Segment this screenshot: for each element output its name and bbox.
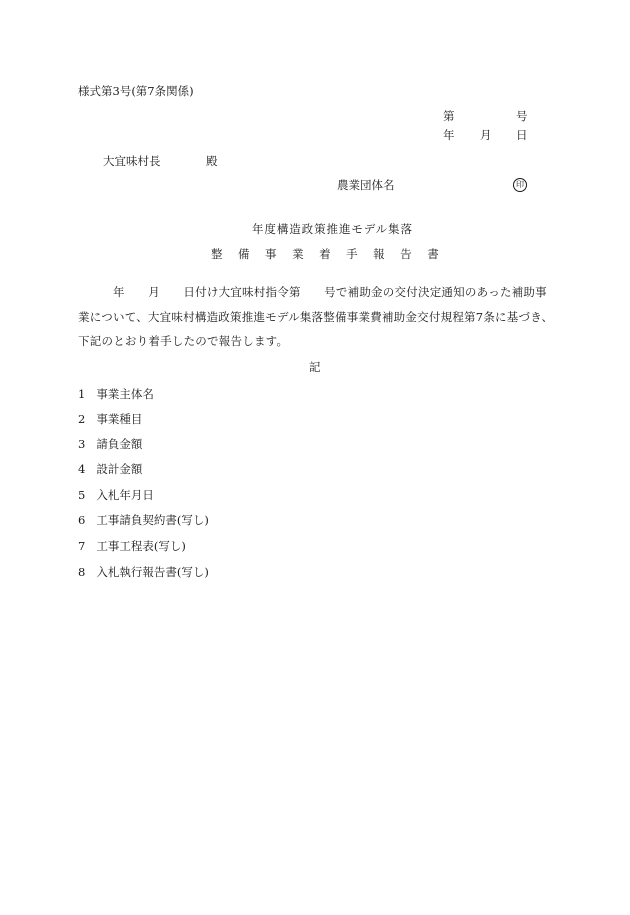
item-number: 7 <box>78 539 86 553</box>
list-item <box>78 541 186 553</box>
date-month: 月 <box>480 128 492 142</box>
item-text: 事業種目 <box>96 412 143 426</box>
list-item <box>78 567 209 579</box>
date-day: 日 <box>516 128 528 142</box>
item-number: 4 <box>78 462 86 476</box>
list-item <box>78 464 142 476</box>
list-item <box>78 389 154 401</box>
seal-mark <box>513 178 527 192</box>
form-label: 様式第3号(第7条関係) <box>78 84 194 98</box>
item-number: 8 <box>78 565 86 579</box>
applicant-label: 農業団体名 <box>337 178 395 192</box>
ki-heading: 記 <box>309 360 321 374</box>
item-text: 設計金額 <box>96 462 143 476</box>
title-line2: 整備事業着手報告書 <box>211 247 455 261</box>
body-line1: 年 月 日付け大宜味村指令第 号で補助金の交付決定通知のあった補助事 <box>113 285 547 299</box>
date-year: 年 <box>443 128 455 142</box>
item-number: 3 <box>78 437 86 451</box>
body-line3: 下記のとおり着手したので報告します。 <box>78 334 289 348</box>
doc-number-suffix: 号 <box>516 109 528 123</box>
title-line1: 年度構造政策推進モデル集落 <box>252 222 413 236</box>
list-item <box>78 515 209 527</box>
item-text: 事業主体名 <box>96 387 154 401</box>
item-text: 工事工程表(写し) <box>96 539 186 553</box>
item-number: 1 <box>78 387 86 401</box>
recipient-honorific: 殿 <box>206 154 218 168</box>
recipient-name: 大宜味村長 <box>103 154 161 168</box>
item-text: 入札年月日 <box>96 488 154 502</box>
item-text: 請負金額 <box>96 437 143 451</box>
doc-number-prefix: 第 <box>443 109 455 123</box>
item-number: 6 <box>78 513 86 527</box>
item-number: 2 <box>78 412 86 426</box>
seal-icon: 印 <box>513 178 527 192</box>
item-number: 5 <box>78 488 86 502</box>
item-text: 入札執行報告書(写し) <box>96 565 209 579</box>
list-item <box>78 490 154 502</box>
body-line2: 業について、大宜味村構造政策推進モデル集落整備事業費補助金交付規程第7条に基づき、 <box>78 310 554 324</box>
item-text: 工事請負契約書(写し) <box>96 513 209 527</box>
list-item <box>78 439 142 451</box>
list-item <box>78 414 142 426</box>
